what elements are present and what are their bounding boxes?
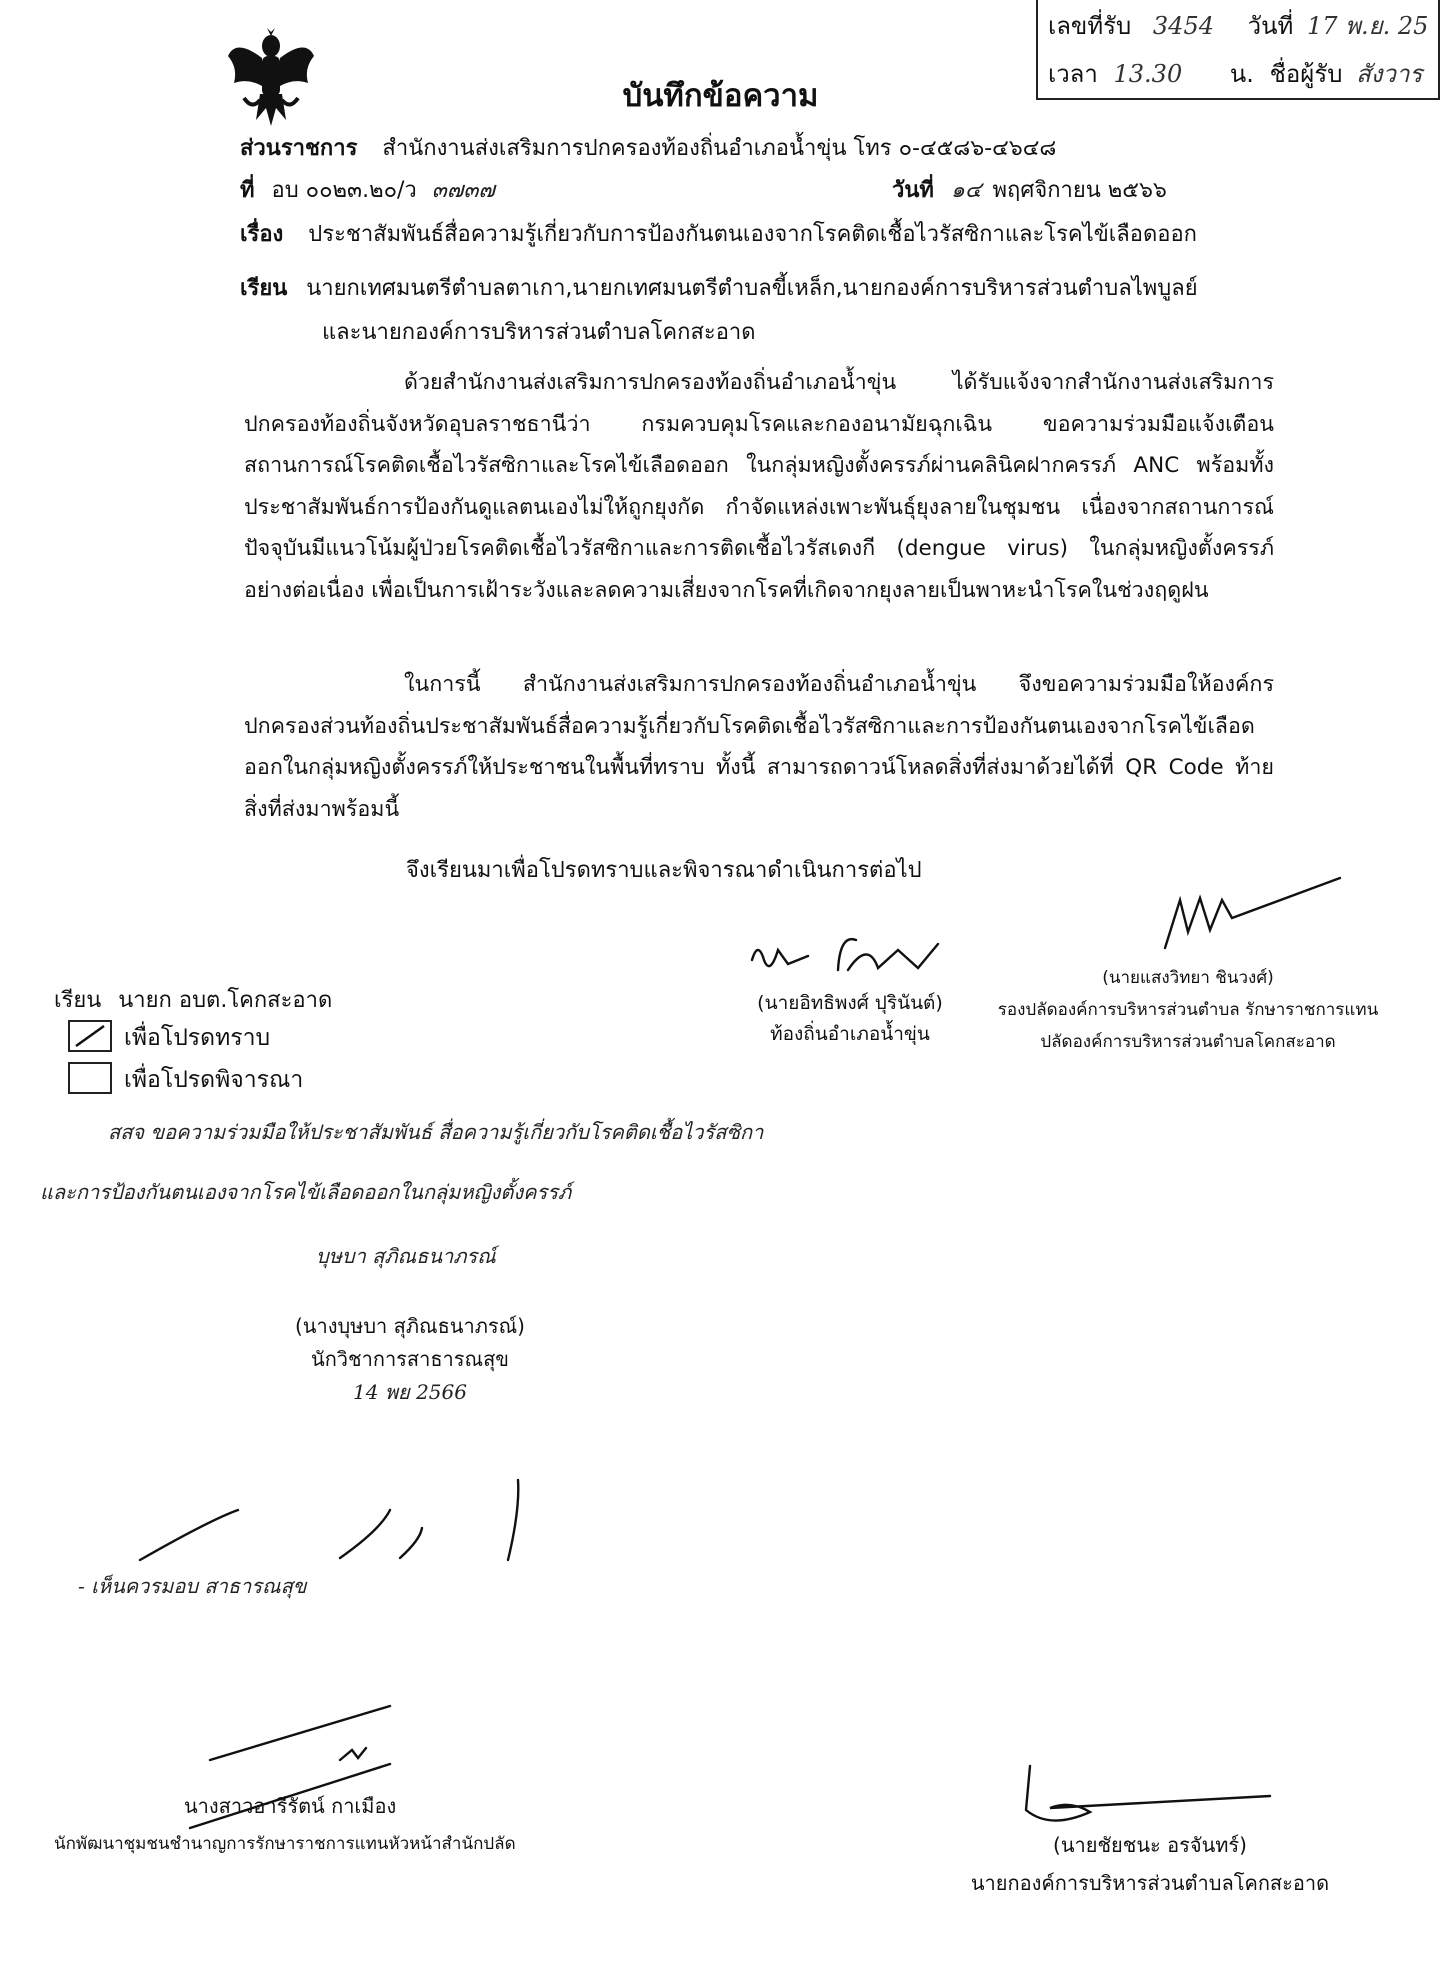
page-title: บันทึกข้อความ bbox=[622, 78, 819, 114]
agency-line bbox=[240, 130, 1056, 165]
signature-scribble-right bbox=[1160, 870, 1350, 950]
right-name: (นายแสงวิทยา ชินวงศ์) bbox=[1102, 968, 1274, 988]
handwritten-order: - เห็นควรมอบ สาธารณสุข bbox=[78, 1574, 307, 1598]
checkmark-icon bbox=[70, 1022, 110, 1050]
stamp-receiver-label: ชื่อผู้รับ bbox=[1269, 60, 1343, 88]
center-name: (นายอิทธิพงศ์ ปุรินันต์) bbox=[757, 992, 943, 1014]
order-strokes bbox=[120, 1470, 540, 1570]
stamp-row-received bbox=[1048, 6, 1428, 45]
agency-value: สำนักงานส่งเสริมการปกครองท้องถิ่นอำเภอน้ำขุ่น โทร ๐-๔๕๘๖-๔๖๔๘ bbox=[382, 136, 1057, 161]
body-paragraph-1 bbox=[244, 362, 1274, 611]
bottom-left-position: นักพัฒนาชุมชนชำนาญการรักษาราชการแทนหัวหน้าสำนักปลัด bbox=[54, 1834, 516, 1854]
body-paragraph-2 bbox=[244, 664, 1274, 830]
ref-label: ที่ bbox=[240, 178, 255, 203]
bottom-left-name: นางสาวอารีรัตน์ กาเมือง bbox=[184, 1794, 397, 1818]
ref-value: อบ ๐๐๒๓.๒๐/ว bbox=[271, 178, 417, 203]
memo-note-signature: บุษบา สุภิณธนาภรณ์ bbox=[316, 1244, 496, 1268]
right-position2: ปลัดองค์การบริหารส่วนตำบลโคกสะอาด bbox=[1040, 1032, 1336, 1052]
ref-handwritten: ๓๗๓๗ bbox=[431, 178, 495, 203]
option-acknowledge-label: เพื่อโปรดทราบ bbox=[124, 1025, 271, 1051]
bottom-right-name: (นายชัยชนะ อรจันทร์) bbox=[1053, 1833, 1247, 1857]
date-label: วันที่ bbox=[892, 178, 934, 203]
signature-scribble-center bbox=[748, 930, 948, 990]
stamp-time-label: เวลา bbox=[1048, 60, 1098, 88]
bottom-right-position: นายกองค์การบริหารส่วนตำบลโคกสะอาด bbox=[970, 1871, 1330, 1895]
acknowledge-checkbox[interactable] bbox=[68, 1020, 112, 1052]
agency-label: ส่วนราชการ bbox=[240, 136, 358, 161]
subject-value: ประชาสัมพันธ์สื่อความรู้เกี่ยวกับการป้องกันตนเองจากโรคติดเชื้อไวรัสซิกาและโรคไข้เลือดออก bbox=[308, 222, 1197, 247]
option-consider-label: เพื่อโปรดพิจารณา bbox=[124, 1067, 304, 1093]
closing-line: จึงเรียนมาเพื่อโปรดทราบและพิจารณาดำเนินการต่อไป bbox=[406, 858, 922, 883]
subject-line bbox=[240, 216, 1197, 251]
date-value: พฤศจิกายน ๒๕๖๖ bbox=[992, 178, 1167, 203]
stamp-date-value: 17 พ.ย. 25 bbox=[1306, 12, 1429, 40]
subject-label: เรื่อง bbox=[240, 222, 284, 247]
consider-checkbox[interactable] bbox=[68, 1062, 112, 1094]
ref-line bbox=[240, 172, 495, 207]
stamp-date-label: วันที่ bbox=[1247, 12, 1294, 40]
para1-text: ด้วยสำนักงานส่งเสริมการปกครองท้องถิ่นอำเภอน้ำขุ่น ได้รับแจ้งจากสำนักงานส่งเสริมการปกครองท้องถิ่นจังหวัดอุบลราชธานีว่า กรมควบคุมโรคและกองอนามัยฉุกเฉิน ขอความร่วมมือแจ้งเตือนสถานการณ์โรคติดเชื้อไวรัสซิกาและโรคไข้เลือดออก ในกลุ่มหญิงตั้งครรภ์ผ่านคลินิคฝากครรภ์ ANC พร้อมทั้งประชาสัมพันธ์การป้องกันดูแลตนเองไม่ให้ถูกยุงกัด กำจัดแหล่งเพาะพันธุ์ยุงลายในชุมชน เนื่องจากสถานการณ์ปัจจุบันมีแนวโน้มผู้ป่วยโรคติดเชื้อไวรัสซิกาและการติดเชื้อไวรัสเดงกี (dengue virus) ในกลุ่มหญิงตั้งครรภ์อย่างต่อเนื่อง เพื่อเป็นการเฝ้าระวังและลดความเสี่ยงจากโรคที่เกิดจากยุงลายเป็นพาหะนำโรคในช่วงฤดูฝน bbox=[244, 370, 1274, 603]
officer-signature bbox=[250, 1310, 570, 1409]
to-line2: และนายกองค์การบริหารส่วนตำบลโคกสะอาด bbox=[322, 320, 756, 345]
signature-bottom-right bbox=[930, 1826, 1370, 1902]
memo-note-line1: สสจ ขอความร่วมมือให้ประชาสัมพันธ์ สื่อความรู้เกี่ยวกับโรคติดเชื้อไวรัสซิกา bbox=[108, 1120, 764, 1144]
signature-right bbox=[978, 962, 1398, 1058]
stamp-received-label: เลขที่รับ bbox=[1048, 12, 1132, 40]
date-line bbox=[892, 172, 1167, 207]
para2-text: ในการนี้ สำนักงานส่งเสริมการปกครองท้องถิ่นอำเภอน้ำขุ่น จึงขอความร่วมมือให้องค์กรปกครองส่วนท้องถิ่นประชาสัมพันธ์สื่อความรู้เกี่ยวกับโรคติดเชื้อไวรัสซิกาและการป้องกันตนเองจากโรคไข้เลือดออกในกลุ่มหญิงตั้งครรภ์ให้ประชาชนในพื้นที่ทราบ ทั้งนี้ สามารถดาวน์โหลดสิ่งที่ส่งมาด้วยได้ที่ QR Code ท้ายสิ่งที่ส่งมาพร้อมนี้ bbox=[244, 672, 1274, 822]
memo-note-line2: และการป้องกันตนเองจากโรคไข้เลือดออกในกลุ่มหญิงตั้งครรภ์ bbox=[40, 1180, 572, 1204]
center-position: ท้องถิ่นอำเภอน้ำขุ่น bbox=[770, 1023, 930, 1045]
stamp-time-value: 13.30 bbox=[1113, 60, 1183, 88]
stamp-receiver-value: สังวาร bbox=[1356, 60, 1423, 88]
stamp-received-no: 3454 bbox=[1152, 12, 1214, 40]
officer-position: นักวิชาการสาธารณสุข bbox=[311, 1347, 509, 1371]
memo-to bbox=[54, 982, 332, 1017]
to-line1: นายกเทศมนตรีตำบลตาเกา,นายกเทศมนตรีตำบลขี้เหล็ก,นายกองค์การบริหารส่วนตำบลไพบูลย์ bbox=[306, 276, 1198, 301]
to-line bbox=[240, 270, 1198, 305]
to-label: เรียน bbox=[240, 276, 288, 301]
officer-name: (นางบุษบา สุภิณธนาภรณ์) bbox=[295, 1314, 525, 1338]
stamp-time-unit: น. bbox=[1229, 60, 1254, 88]
memo-to-label: เรียน bbox=[54, 988, 102, 1013]
memo-to-value: นายก อบต.โคกสะอาด bbox=[118, 988, 333, 1013]
officer-date: 14 พย 2566 bbox=[353, 1380, 467, 1404]
right-position1: รองปลัดองค์การบริหารส่วนตำบล รักษาราชการแทน bbox=[997, 1000, 1379, 1020]
date-day: ๑๔ bbox=[950, 178, 982, 203]
signature-center bbox=[700, 988, 1000, 1050]
